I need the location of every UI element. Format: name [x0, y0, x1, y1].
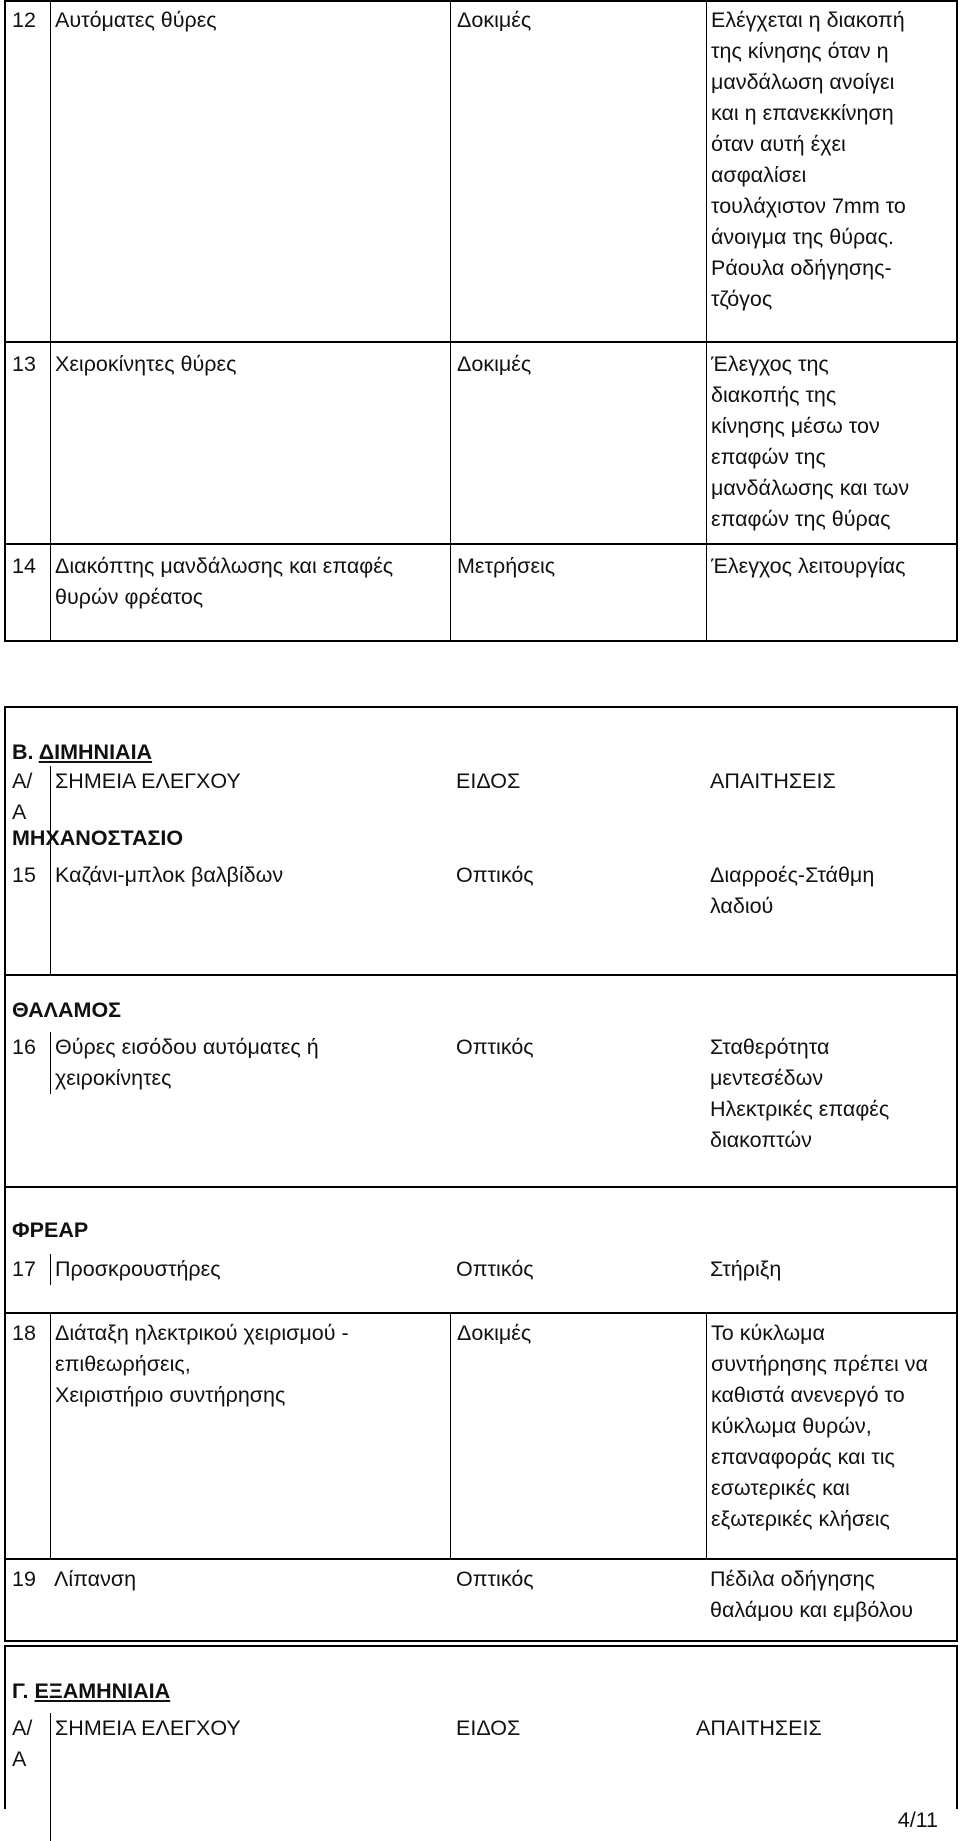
row-number: 15: [12, 863, 36, 887]
row-number: 13: [12, 352, 36, 376]
requirements: Ελέγχεται η διακοπή της κίνησης όταν η μανδάλωση ανοίγει και η επανεκκίνηση όταν αυτή έχει ασφαλίσει τουλάχιστον 7mm το άνοιγμα της θύρας. Ράουλα οδήγησης- τζόγος: [706, 2, 960, 341]
row-number: 12: [12, 8, 36, 32]
requirements: Έλεγχος της διακοπής της κίνησης μέσω τον επαφών της μανδάλωσης και των επαφών της θύρας: [706, 343, 960, 543]
check-type: Οπτικός: [456, 1035, 534, 1059]
header-check-points: ΣΗΜΕΙΑ ΕΛΕΓΧΟΥ: [50, 766, 450, 860]
row-number: 18: [12, 1321, 36, 1345]
check-point: Καζάνι-μπλοκ βαλβίδων: [50, 860, 450, 974]
section-c-header-row: [6, 1713, 956, 1841]
section-b-table: [4, 706, 958, 1642]
requirements: Πέδιλα οδήγησης θαλάμου και εμβόλου: [710, 1567, 914, 1622]
section-b-title: Β. ΔΙΜΗΝΙΑΙΑ: [12, 740, 153, 764]
table-row-15: [6, 860, 956, 974]
requirements: Στήριξη: [710, 1257, 782, 1281]
check-type: Οπτικός: [456, 1257, 534, 1281]
requirements: Το κύκλωμα συντήρησης πρέπει να καθιστά ανενεργό το κύκλωμα θυρών, επαναφοράς και τις εσωτερικές και εξωτερικές κλήσεις: [706, 1314, 960, 1558]
table-row-14: [6, 543, 956, 640]
row-number: 16: [12, 1035, 36, 1059]
header-type: ΕΙΔΟΣ: [456, 769, 521, 793]
shaft-label: ΦΡΕΑΡ: [12, 1218, 89, 1242]
header-type: ΕΙΔΟΣ: [456, 1716, 521, 1740]
check-type: Οπτικός: [456, 1567, 534, 1591]
check-point: Διάταξη ηλεκτρικού χειρισμού - επιθεωρήσεις, Χειριστήριο συντήρησης: [50, 1314, 450, 1558]
check-type: Οπτικός: [456, 863, 534, 887]
check-point: Αυτόματες θύρες: [50, 2, 450, 341]
check-point: Λίπανση: [54, 1567, 137, 1591]
check-point: Διακόπτης μανδάλωσης και επαφές θυρών φρέατος: [50, 545, 450, 640]
table-row-13: [6, 341, 956, 543]
header-requirements: ΑΠΑΙΤΗΣΕΙΣ: [710, 769, 836, 793]
check-point: Προσκρουστήρες: [50, 1254, 450, 1285]
row-number: 17: [12, 1257, 36, 1281]
check-point: Θύρες εισόδου αυτόματες ή χειροκίνητες: [50, 1032, 450, 1094]
shaft-row: [6, 1186, 956, 1312]
section-b-header-row: [6, 766, 956, 860]
table-row-19: [6, 1558, 956, 1638]
header-aa: Α/ Α: [12, 1716, 33, 1771]
header-requirements: ΑΠΑΙΤΗΣΕΙΣ: [696, 1716, 822, 1740]
table-row-18: [6, 1312, 956, 1558]
section-c-title: Γ. ΕΞΑΜΗΝΙΑΙΑ: [12, 1679, 171, 1703]
requirements: Διαρροές-Στάθμη λαδιού: [710, 863, 875, 918]
requirements: Έλεγχος λειτουργίας: [706, 545, 960, 640]
page-number: 4/11: [897, 1808, 938, 1832]
check-type: Δοκιμές: [450, 2, 706, 341]
check-type: Μετρήσεις: [450, 545, 706, 640]
machine-room-label: ΜΗΧΑΝΟΣΤΑΣΙΟ: [12, 826, 184, 850]
row-number: 14: [12, 554, 36, 578]
row-number: 19: [12, 1567, 36, 1591]
section-b-title-row: [6, 708, 956, 766]
top-table: [4, 0, 958, 642]
section-c-table: [4, 1645, 958, 1832]
cabin-row: [6, 974, 956, 1186]
header-check-points: ΣΗΜΕΙΑ ΕΛΕΓΧΟΥ: [50, 1713, 450, 1841]
check-point: Χειροκίνητες θύρες: [50, 343, 450, 543]
check-type: Δοκιμές: [450, 343, 706, 543]
check-type: Δοκιμές: [450, 1314, 706, 1558]
table-row-12: [6, 2, 956, 341]
header-aa: Α/ Α: [12, 769, 33, 824]
requirements: Σταθερότητα μεντεσέδων Ηλεκτρικές επαφές διακοπτών: [710, 1035, 890, 1152]
section-c-title-row: [6, 1647, 956, 1703]
cabin-label: ΘΑΛΑΜΟΣ: [12, 998, 122, 1022]
